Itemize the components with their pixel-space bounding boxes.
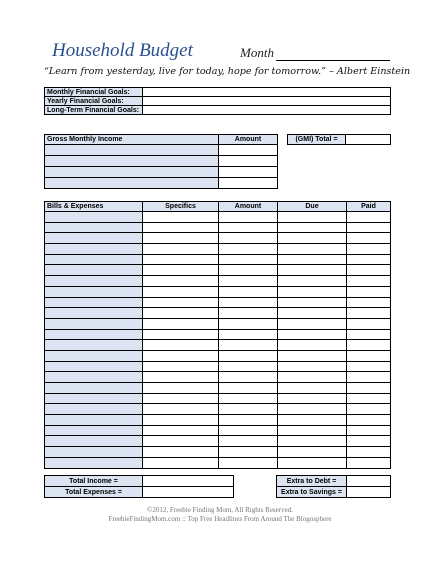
bill-amount-field[interactable] — [219, 244, 278, 255]
spacer — [278, 135, 288, 145]
income-table — [44, 134, 391, 189]
bill-name-field[interactable] — [45, 318, 143, 329]
bill-name-field[interactable] — [45, 308, 143, 319]
bill-due-field[interactable] — [278, 244, 347, 255]
income-amount-field[interactable] — [219, 156, 278, 167]
bill-due-field[interactable] — [278, 350, 347, 361]
bill-amount-field[interactable] — [219, 212, 278, 223]
bill-name-field[interactable] — [45, 425, 143, 436]
bill-specifics-field[interactable] — [143, 436, 219, 447]
bill-specifics-field[interactable] — [143, 447, 219, 458]
bill-paid-field[interactable] — [347, 447, 391, 458]
page-title: Household Budget — [52, 40, 193, 61]
bill-name-field[interactable] — [45, 340, 143, 351]
bill-amount-field[interactable] — [219, 425, 278, 436]
bill-name-field[interactable] — [45, 447, 143, 458]
bill-paid-field[interactable] — [347, 340, 391, 351]
bill-paid-field[interactable] — [347, 393, 391, 404]
bill-amount-field[interactable] — [219, 286, 278, 297]
bill-name-field[interactable] — [45, 404, 143, 415]
bill-amount-field[interactable] — [219, 222, 278, 233]
yearly-goals-field[interactable] — [143, 97, 391, 106]
bill-paid-field[interactable] — [347, 212, 391, 223]
bill-name-field[interactable] — [45, 276, 143, 287]
bill-specifics-field[interactable] — [143, 340, 219, 351]
bill-amount-field[interactable] — [219, 265, 278, 276]
bills-header: Bills & Expenses — [45, 202, 143, 212]
bill-specifics-field[interactable] — [143, 276, 219, 287]
bill-amount-field[interactable] — [219, 457, 278, 468]
bill-paid-field[interactable] — [347, 222, 391, 233]
income-source-field[interactable] — [45, 156, 219, 167]
income-source-field[interactable] — [45, 178, 219, 189]
bill-due-field[interactable] — [278, 329, 347, 340]
extra-to-savings-field[interactable] — [347, 487, 391, 498]
bill-due-field[interactable] — [278, 254, 347, 265]
bill-name-field[interactable] — [45, 457, 143, 468]
bill-paid-field[interactable] — [347, 383, 391, 394]
bill-amount-field[interactable] — [219, 329, 278, 340]
bill-due-field[interactable] — [278, 404, 347, 415]
bill-paid-field[interactable] — [347, 318, 391, 329]
bill-due-field[interactable] — [278, 297, 347, 308]
bill-specifics-field[interactable] — [143, 244, 219, 255]
bill-name-field[interactable] — [45, 383, 143, 394]
month-input-line[interactable] — [276, 60, 390, 61]
copyright-text: ©2012, Freebie Finding Mom, All Rights Reserved. — [147, 506, 293, 514]
yearly-goals-label: Yearly Financial Goals: — [45, 97, 143, 106]
bill-specifics-field[interactable] — [143, 350, 219, 361]
bill-due-field[interactable] — [278, 286, 347, 297]
bill-name-field[interactable] — [45, 372, 143, 383]
bill-due-field[interactable] — [278, 457, 347, 468]
bill-paid-field[interactable] — [347, 233, 391, 244]
bill-name-field[interactable] — [45, 297, 143, 308]
bill-name-field[interactable] — [45, 361, 143, 372]
bill-amount-field[interactable] — [219, 404, 278, 415]
long-term-goals-label: Long-Term Financial Goals: — [45, 106, 143, 115]
bill-paid-field[interactable] — [347, 425, 391, 436]
bill-specifics-field[interactable] — [143, 254, 219, 265]
bill-amount-field[interactable] — [219, 340, 278, 351]
bill-specifics-field[interactable] — [143, 233, 219, 244]
monthly-goals-label: Monthly Financial Goals: — [45, 88, 143, 97]
paid-header: Paid — [347, 202, 391, 212]
bill-name-field[interactable] — [45, 415, 143, 426]
monthly-goals-field[interactable] — [143, 88, 391, 97]
bill-specifics-field[interactable] — [143, 393, 219, 404]
bill-paid-field[interactable] — [347, 436, 391, 447]
bill-name-field[interactable] — [45, 350, 143, 361]
total-expenses-field[interactable] — [143, 487, 234, 498]
bill-paid-field[interactable] — [347, 457, 391, 468]
gmi-total-label: (GMI) Total = — [288, 135, 346, 145]
bills-table — [44, 201, 391, 469]
income-amount-field[interactable] — [219, 145, 278, 156]
income-amount-field[interactable] — [219, 167, 278, 178]
bill-specifics-field[interactable] — [143, 415, 219, 426]
bill-paid-field[interactable] — [347, 350, 391, 361]
extra-to-savings-label: Extra to Savings = — [277, 487, 347, 498]
bill-amount-field[interactable] — [219, 361, 278, 372]
bill-name-field[interactable] — [45, 233, 143, 244]
extra-to-debt-label: Extra to Debt = — [277, 476, 347, 487]
bill-amount-field[interactable] — [219, 447, 278, 458]
bill-amount-field[interactable] — [219, 415, 278, 426]
bill-specifics-field[interactable] — [143, 308, 219, 319]
bill-name-field[interactable] — [45, 393, 143, 404]
totals-left — [44, 475, 234, 498]
bill-name-field[interactable] — [45, 212, 143, 223]
bill-paid-field[interactable] — [347, 297, 391, 308]
bill-specifics-field[interactable] — [143, 361, 219, 372]
bill-specifics-field[interactable] — [143, 457, 219, 468]
bill-specifics-field[interactable] — [143, 425, 219, 436]
bill-due-field[interactable] — [278, 447, 347, 458]
bill-due-field[interactable] — [278, 318, 347, 329]
bill-paid-field[interactable] — [347, 276, 391, 287]
bill-due-field[interactable] — [278, 393, 347, 404]
total-expenses-label: Total Expenses = — [45, 487, 143, 498]
income-header-label: Gross Monthly Income — [45, 135, 219, 145]
bill-paid-field[interactable] — [347, 286, 391, 297]
bill-amount-field[interactable] — [219, 233, 278, 244]
bill-amount-field[interactable] — [219, 318, 278, 329]
bill-due-field[interactable] — [278, 308, 347, 319]
bill-due-field[interactable] — [278, 425, 347, 436]
bill-specifics-field[interactable] — [143, 222, 219, 233]
bill-name-field[interactable] — [45, 265, 143, 276]
bill-name-field[interactable] — [45, 329, 143, 340]
footer-tagline: FreebieFindingMom.com :: Top Free Headlines From Around The Blogosphere — [108, 515, 332, 523]
bill-amount-field[interactable] — [219, 393, 278, 404]
bill-amount-field[interactable] — [219, 276, 278, 287]
specifics-header: Specifics — [143, 202, 219, 212]
bill-specifics-field[interactable] — [143, 212, 219, 223]
due-header: Due — [278, 202, 347, 212]
bill-due-field[interactable] — [278, 276, 347, 287]
bill-amount-field[interactable] — [219, 297, 278, 308]
bill-name-field[interactable] — [45, 222, 143, 233]
bill-name-field[interactable] — [45, 436, 143, 447]
bill-paid-field[interactable] — [347, 404, 391, 415]
bill-paid-field[interactable] — [347, 265, 391, 276]
bill-name-field[interactable] — [45, 244, 143, 255]
long-term-goals-field[interactable] — [143, 106, 391, 115]
bill-amount-field[interactable] — [219, 350, 278, 361]
bill-due-field[interactable] — [278, 212, 347, 223]
bill-name-field[interactable] — [45, 254, 143, 265]
extra-to-debt-field[interactable] — [347, 476, 391, 487]
bill-specifics-field[interactable] — [143, 318, 219, 329]
goals-table — [44, 87, 391, 115]
bill-specifics-field[interactable] — [143, 372, 219, 383]
income-source-field[interactable] — [45, 167, 219, 178]
bill-amount-field[interactable] — [219, 372, 278, 383]
bill-due-field[interactable] — [278, 222, 347, 233]
total-income-label: Total Income = — [45, 476, 143, 487]
bill-due-field[interactable] — [278, 233, 347, 244]
quote: “Learn from yesterday, live for today, hope for tomorrow.” – Albert Einstein — [44, 66, 411, 77]
bill-specifics-field[interactable] — [143, 265, 219, 276]
bill-specifics-field[interactable] — [143, 383, 219, 394]
bill-specifics-field[interactable] — [143, 297, 219, 308]
bill-specifics-field[interactable] — [143, 329, 219, 340]
bill-paid-field[interactable] — [347, 415, 391, 426]
totals-right — [276, 475, 391, 498]
bill-amount-field[interactable] — [219, 383, 278, 394]
bill-due-field[interactable] — [278, 372, 347, 383]
bill-paid-field[interactable] — [347, 329, 391, 340]
bill-due-field[interactable] — [278, 436, 347, 447]
bill-amount-field[interactable] — [219, 436, 278, 447]
month-label: Month — [240, 45, 274, 60]
bill-paid-field[interactable] — [347, 254, 391, 265]
bill-due-field[interactable] — [278, 415, 347, 426]
bill-amount-field[interactable] — [219, 308, 278, 319]
bill-paid-field[interactable] — [347, 244, 391, 255]
amount-header: Amount — [219, 202, 278, 212]
bill-due-field[interactable] — [278, 265, 347, 276]
bill-name-field[interactable] — [45, 286, 143, 297]
gmi-total-field[interactable] — [346, 135, 391, 145]
total-income-field[interactable] — [143, 476, 234, 487]
income-source-field[interactable] — [45, 145, 219, 156]
income-amount-header: Amount — [219, 135, 278, 145]
bill-paid-field[interactable] — [347, 372, 391, 383]
bill-due-field[interactable] — [278, 383, 347, 394]
bill-amount-field[interactable] — [219, 254, 278, 265]
income-amount-field[interactable] — [219, 178, 278, 189]
bill-paid-field[interactable] — [347, 308, 391, 319]
bill-due-field[interactable] — [278, 361, 347, 372]
bill-specifics-field[interactable] — [143, 286, 219, 297]
bill-due-field[interactable] — [278, 340, 347, 351]
bill-specifics-field[interactable] — [143, 404, 219, 415]
bill-paid-field[interactable] — [347, 361, 391, 372]
